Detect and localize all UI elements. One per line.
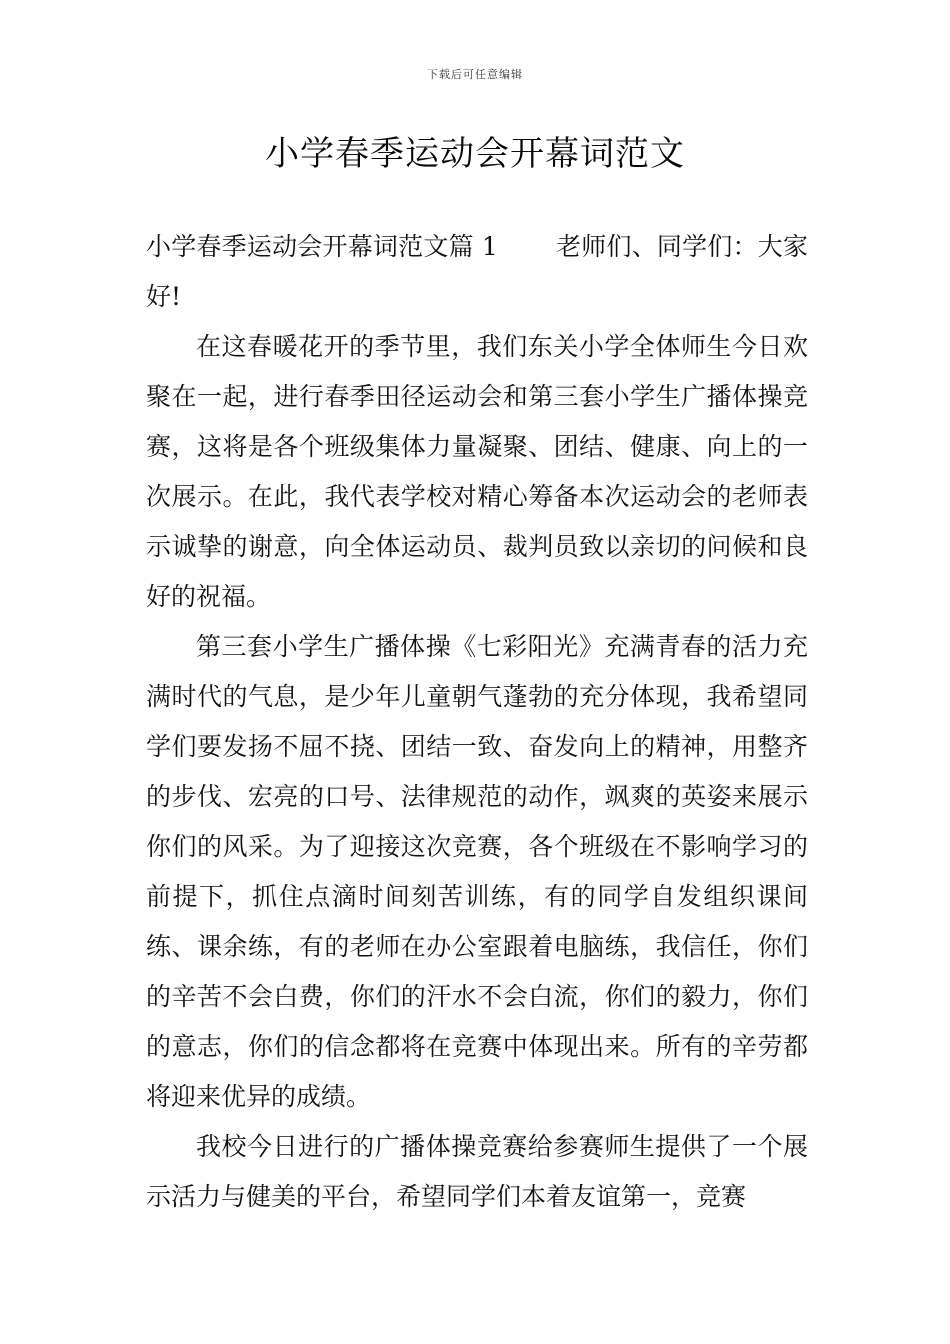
page-title: 小学春季运动会开幕词范文 xyxy=(265,134,685,174)
paragraph-3: 我校今日进行的广播体操竞赛给参赛师生提供了一个展示活力与健美的平台，希望同学们本着友谊第一，竞赛 xyxy=(146,1132,808,1211)
document-body xyxy=(146,222,808,1222)
paragraph-2: 第三套小学生广播体操《七彩阳光》充满青春的活力充满时代的气息，是少年儿童朝气蓬勃的充分体现，我希望同学们要发扬不屈不挠、团结一致、奋发向上的精神，用整齐的步伐、宏亮的口号、法律规范的动作，飒爽的英姿来展示你们的风采。为了迎接这次竞赛，各个班级在不影响学习的前提下，抓住点滴时间刻苦训练，有的同学自发组织课间练、课余练，有的老师在办公室跟着电脑练，我信任，你们的辛苦不会白费，你们的汗水不会白流，你们的毅力，你们的意志，你们的信念都将在竞赛中体现出来。所有的辛劳都将迎来优异的成绩。 xyxy=(146,632,808,1111)
opening-line xyxy=(146,222,808,322)
greeting: 老师们、同学们：大家好! xyxy=(146,232,808,311)
paragraph-1: 在这春暖花开的季节里，我们东关小学全体师生今日欢聚在一起，进行春季田径运动会和第三套小学生广播体操竞赛，这将是各个班级集体力量凝聚、团结、健康、向上的一次展示。在此，我代表学校对精心筹备本次运动会的老师表示诚挚的谢意，向全体运动员、裁判员致以亲切的问候和良好的祝福。 xyxy=(146,332,808,611)
header-note: 下载后可任意编辑 xyxy=(427,68,523,81)
section-label: 小学春季运动会开幕词范文篇 1 xyxy=(146,232,498,261)
